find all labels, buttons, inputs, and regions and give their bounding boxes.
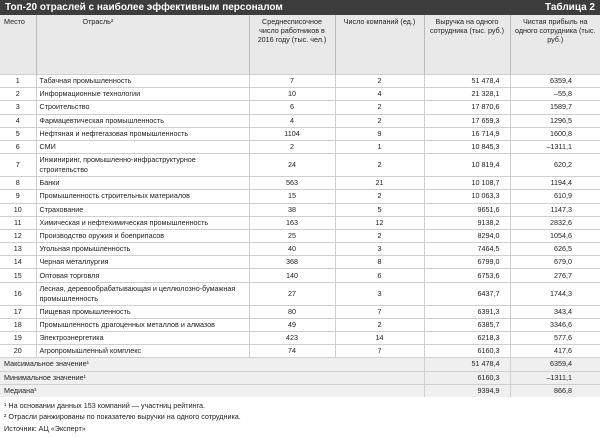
col-header-rank: Место	[0, 15, 36, 75]
source-note: Источник: АЦ «Эксперт»	[4, 423, 86, 433]
revenue-cell: 7464,5	[424, 243, 510, 256]
profit-cell: 6359,4	[510, 75, 600, 88]
industry-cell: Фармацевтическая промышленность	[36, 114, 249, 127]
summary-row	[0, 358, 600, 371]
data-table	[0, 15, 600, 397]
revenue-cell: 6753,6	[424, 269, 510, 282]
profit-cell: 679,0	[510, 256, 600, 269]
title-bar	[0, 0, 600, 15]
table-row	[0, 305, 600, 318]
profit-cell: 1600,8	[510, 127, 600, 140]
revenue-cell: 6160,3	[424, 345, 510, 358]
col-header-companies: Число компаний (ед.)	[335, 15, 424, 75]
industry-cell: Пищевая промышленность	[36, 305, 249, 318]
companies-cell: 7	[335, 345, 424, 358]
revenue-cell: 10 108,7	[424, 177, 510, 190]
summary-row	[0, 384, 600, 397]
revenue-cell: 17 870,6	[424, 101, 510, 114]
revenue-cell: 21 328,1	[424, 88, 510, 101]
summary-label: Минимальное значение¹	[0, 371, 424, 384]
employees-cell: 423	[249, 332, 335, 345]
revenue-cell: 10 819,4	[424, 154, 510, 177]
employees-cell: 74	[249, 345, 335, 358]
companies-cell: 3	[335, 282, 424, 305]
rank-cell: 16	[0, 282, 36, 305]
employees-cell: 38	[249, 203, 335, 216]
revenue-cell: 6391,3	[424, 305, 510, 318]
profit-cell: 276,7	[510, 269, 600, 282]
summary-profit: 6359,4	[510, 358, 600, 371]
revenue-cell: 16 714,9	[424, 127, 510, 140]
employees-cell: 40	[249, 243, 335, 256]
revenue-cell: 8294,0	[424, 229, 510, 242]
revenue-cell: 6799,0	[424, 256, 510, 269]
profit-cell: 1194,4	[510, 177, 600, 190]
companies-cell: 9	[335, 127, 424, 140]
industry-cell: Черная металлургия	[36, 256, 249, 269]
summary-label: Максимальное значение¹	[0, 358, 424, 371]
companies-cell: 2	[335, 154, 424, 177]
employees-cell: 563	[249, 177, 335, 190]
companies-cell: 4	[335, 88, 424, 101]
rank-cell: 1	[0, 75, 36, 88]
summary-revenue: 6160,3	[424, 371, 510, 384]
rank-cell: 15	[0, 269, 36, 282]
rank-cell: 10	[0, 203, 36, 216]
summary-revenue: 51 478,4	[424, 358, 510, 371]
companies-cell: 5	[335, 203, 424, 216]
industry-cell: Угольная промышленность	[36, 243, 249, 256]
rank-cell: 7	[0, 154, 36, 177]
industry-cell: Нефтяная и нефтегазовая промышленность	[36, 127, 249, 140]
employees-cell: 24	[249, 154, 335, 177]
rank-cell: 2	[0, 88, 36, 101]
industry-cell: Оптовая торговля	[36, 269, 249, 282]
industry-cell: Банки	[36, 177, 249, 190]
rank-cell: 9	[0, 190, 36, 203]
table-row	[0, 88, 600, 101]
companies-cell: 1	[335, 140, 424, 153]
industry-cell: Страхование	[36, 203, 249, 216]
rank-cell: 13	[0, 243, 36, 256]
rank-cell: 11	[0, 216, 36, 229]
profit-cell: 577,6	[510, 332, 600, 345]
table-row	[0, 345, 600, 358]
profit-cell: 620,2	[510, 154, 600, 177]
employees-cell: 25	[249, 229, 335, 242]
employees-cell: 140	[249, 269, 335, 282]
employees-cell: 163	[249, 216, 335, 229]
profit-cell: 2832,6	[510, 216, 600, 229]
employees-cell: 15	[249, 190, 335, 203]
revenue-cell: 6385,7	[424, 318, 510, 331]
employees-cell: 7	[249, 75, 335, 88]
rank-cell: 5	[0, 127, 36, 140]
rank-cell: 20	[0, 345, 36, 358]
profit-cell: –1311,1	[510, 140, 600, 153]
table-row	[0, 75, 600, 88]
table-row	[0, 114, 600, 127]
companies-cell: 7	[335, 305, 424, 318]
col-header-industry: Отрасль²	[36, 15, 249, 75]
profit-cell: 3346,6	[510, 318, 600, 331]
revenue-cell: 9138,2	[424, 216, 510, 229]
table-row	[0, 256, 600, 269]
rank-cell: 3	[0, 101, 36, 114]
companies-cell: 2	[335, 318, 424, 331]
header-row	[0, 15, 600, 75]
table-number: Таблица 2	[544, 2, 595, 13]
table-row	[0, 269, 600, 282]
revenue-cell: 6437,7	[424, 282, 510, 305]
footnote-2: ² Отрасли ранжированы по показателю выручки на одного сотрудника.	[4, 412, 241, 422]
employees-cell: 4	[249, 114, 335, 127]
summary-revenue: 9394,9	[424, 384, 510, 397]
industry-cell: Промышленность строительных материалов	[36, 190, 249, 203]
footnotes	[0, 397, 600, 437]
table-row	[0, 177, 600, 190]
industry-cell: Агропромышленный комплекс	[36, 345, 249, 358]
companies-cell: 12	[335, 216, 424, 229]
footnote-1: ¹ На основании данных 153 компаний — участниц рейтинга.	[4, 400, 206, 410]
profit-cell: 1296,5	[510, 114, 600, 127]
companies-cell: 6	[335, 269, 424, 282]
revenue-cell: 6218,3	[424, 332, 510, 345]
profit-cell: 1147,3	[510, 203, 600, 216]
profit-cell: 1589,7	[510, 101, 600, 114]
companies-cell: 3	[335, 243, 424, 256]
employees-cell: 80	[249, 305, 335, 318]
employees-cell: 1104	[249, 127, 335, 140]
profit-cell: 1744,3	[510, 282, 600, 305]
table-row	[0, 318, 600, 331]
table-row	[0, 101, 600, 114]
table-row	[0, 229, 600, 242]
col-header-profit: Чистая прибыль на одного сотрудника (тыс. руб.)	[510, 15, 600, 75]
profit-cell: 1054,6	[510, 229, 600, 242]
employees-cell: 368	[249, 256, 335, 269]
companies-cell: 2	[335, 229, 424, 242]
industry-cell: Химическая и нефтехимическая промышленность	[36, 216, 249, 229]
industry-cell: Электроэнергетика	[36, 332, 249, 345]
industry-cell: Промышленность драгоценных металлов и алмазов	[36, 318, 249, 331]
summary-profit: 866,8	[510, 384, 600, 397]
companies-cell: 2	[335, 114, 424, 127]
profit-cell: –55,8	[510, 88, 600, 101]
employees-cell: 2	[249, 140, 335, 153]
revenue-cell: 10 845,3	[424, 140, 510, 153]
revenue-cell: 10 063,3	[424, 190, 510, 203]
employees-cell: 6	[249, 101, 335, 114]
companies-cell: 2	[335, 75, 424, 88]
table-row	[0, 127, 600, 140]
rank-cell: 14	[0, 256, 36, 269]
table-row	[0, 140, 600, 153]
companies-cell: 14	[335, 332, 424, 345]
companies-cell: 2	[335, 190, 424, 203]
rank-cell: 18	[0, 318, 36, 331]
table-row	[0, 154, 600, 177]
table-row	[0, 332, 600, 345]
profit-cell: 626,5	[510, 243, 600, 256]
companies-cell: 21	[335, 177, 424, 190]
employees-cell: 10	[249, 88, 335, 101]
rank-cell: 8	[0, 177, 36, 190]
profit-cell: 417,6	[510, 345, 600, 358]
industry-cell: Лесная, деревообрабатывающая и целлюлозно-бумажная промышленность	[36, 282, 249, 305]
industry-cell: Табачная промышленность	[36, 75, 249, 88]
industry-cell: Производство оружия и боеприпасов	[36, 229, 249, 242]
col-header-employees: Среднесписочное число работников в 2016 году (тыс. чел.)	[249, 15, 335, 75]
table-row	[0, 203, 600, 216]
employees-cell: 49	[249, 318, 335, 331]
companies-cell: 2	[335, 101, 424, 114]
col-header-revenue: Выручка на одного сотрудника (тыс. руб.)	[424, 15, 510, 75]
summary-label: Медиана¹	[0, 384, 424, 397]
rank-cell: 19	[0, 332, 36, 345]
rank-cell: 17	[0, 305, 36, 318]
companies-cell: 8	[335, 256, 424, 269]
industry-cell: Информационные технологии	[36, 88, 249, 101]
rank-cell: 12	[0, 229, 36, 242]
revenue-cell: 17 659,3	[424, 114, 510, 127]
table-row	[0, 243, 600, 256]
table-row	[0, 282, 600, 305]
table-title: Топ-20 отраслей с наиболее эффективным персоналом	[5, 2, 283, 13]
table-row	[0, 216, 600, 229]
profit-cell: 610,9	[510, 190, 600, 203]
industry-cell: Инжиниринг, промышленно-инфраструктурное строительство	[36, 154, 249, 177]
table-row	[0, 190, 600, 203]
profit-cell: 343,4	[510, 305, 600, 318]
industry-cell: Строительство	[36, 101, 249, 114]
summary-row	[0, 371, 600, 384]
revenue-cell: 51 478,4	[424, 75, 510, 88]
rank-cell: 4	[0, 114, 36, 127]
rank-cell: 6	[0, 140, 36, 153]
employees-cell: 27	[249, 282, 335, 305]
revenue-cell: 9651,6	[424, 203, 510, 216]
summary-profit: –1311,1	[510, 371, 600, 384]
industry-cell: СМИ	[36, 140, 249, 153]
